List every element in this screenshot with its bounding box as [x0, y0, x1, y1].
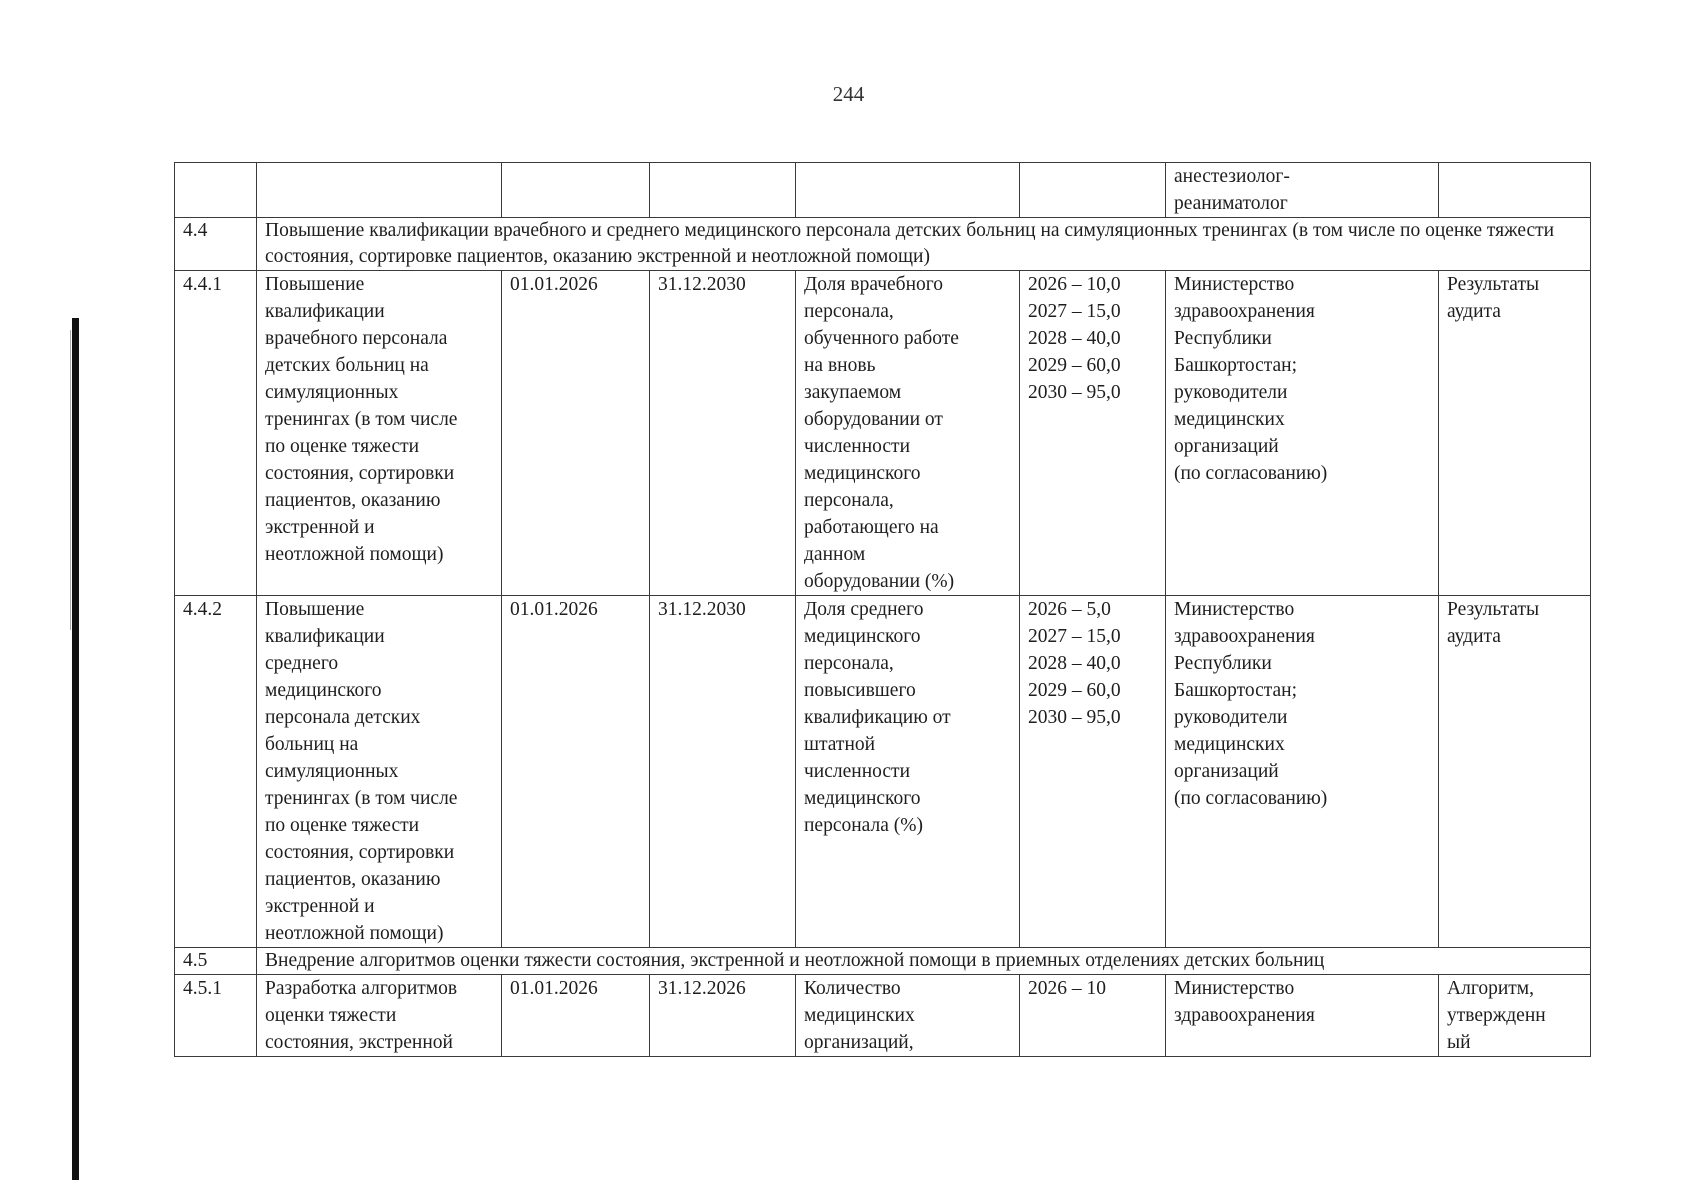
section-title: Повышение квалификации врачебного и среднего медицинского персонала детских больниц на симуляционных тренингах (в том числе по оценке тяжести состояния, сортировке пациентов, оказанию экстренной и неотложной помощи) — [257, 218, 1591, 271]
cell-empty — [1020, 163, 1166, 218]
cell-start-date: 01.01.2026 — [502, 596, 650, 948]
cell-activity-name: Повышение квалификации среднего медицинского персонала детских больниц на симуляционных тренингах (в том числе по оценке тяжести состояния, сортировки пациентов, оказанию экстренной и неотложной помощи) — [257, 596, 502, 948]
table-row — [175, 975, 1591, 1057]
scan-artifact-line — [70, 330, 71, 630]
row-number: 4.5.1 — [175, 975, 257, 1057]
row-number: 4.4.2 — [175, 596, 257, 948]
cell-indicator: Количество медицинских организаций, — [796, 975, 1020, 1057]
cell-indicator: Доля врачебного персонала, обученного работе на вновь закупаемом оборудовании от численности медицинского персонала, работающего на данном оборудовании (%) — [796, 271, 1020, 596]
cell-empty — [650, 163, 796, 218]
table-row-continuation — [175, 163, 1591, 218]
cell-empty — [175, 163, 257, 218]
cell-responsible: Министерство здравоохранения — [1166, 975, 1439, 1057]
cell-empty — [257, 163, 502, 218]
cell-indicator: Доля среднего медицинского персонала, повысившего квалификацию от штатной численности медицинского персонала (%) — [796, 596, 1020, 948]
cell-activity-name: Повышение квалификации врачебного персонала детских больниц на симуляционных тренингах (в том числе по оценке тяжести состояния, сортировки пациентов, оказанию экстренной и неотложной помощи) — [257, 271, 502, 596]
activities-table — [174, 162, 1591, 1057]
cell-result: Результаты аудита — [1439, 271, 1591, 596]
section-title: Внедрение алгоритмов оценки тяжести состояния, экстренной и неотложной помощи в приемных отделениях детских больниц — [257, 948, 1591, 975]
cell-empty — [502, 163, 650, 218]
cell-result: Результаты аудита — [1439, 596, 1591, 948]
cell-end-date: 31.12.2030 — [650, 596, 796, 948]
cell-end-date: 31.12.2030 — [650, 271, 796, 596]
section-number: 4.5 — [175, 948, 257, 975]
cell-responsible: анестезиолог- реаниматолог — [1166, 163, 1439, 218]
section-row-4-4 — [175, 218, 1591, 271]
cell-empty — [796, 163, 1020, 218]
cell-end-date: 31.12.2026 — [650, 975, 796, 1057]
cell-target-values: 2026 – 10 — [1020, 975, 1166, 1057]
cell-target-values: 2026 – 10,0 2027 – 15,0 2028 – 40,0 2029 – 60,0 2030 – 95,0 — [1020, 271, 1166, 596]
cell-activity-name: Разработка алгоритмов оценки тяжести состояния, экстренной — [257, 975, 502, 1057]
cell-start-date: 01.01.2026 — [502, 271, 650, 596]
section-number: 4.4 — [175, 218, 257, 271]
cell-result: Алгоритм, утвержденн ый — [1439, 975, 1591, 1057]
table-row — [175, 271, 1591, 596]
scan-artifact-bar — [72, 318, 79, 1180]
cell-empty — [1439, 163, 1591, 218]
row-number: 4.4.1 — [175, 271, 257, 596]
table-row — [175, 596, 1591, 948]
cell-target-values: 2026 – 5,0 2027 – 15,0 2028 – 40,0 2029 – 60,0 2030 – 95,0 — [1020, 596, 1166, 948]
cell-start-date: 01.01.2026 — [502, 975, 650, 1057]
section-row-4-5 — [175, 948, 1591, 975]
cell-responsible: Министерство здравоохранения Республики Башкортостан; руководители медицинских организаций (по согласованию) — [1166, 596, 1439, 948]
page-number: 244 — [832, 82, 865, 106]
cell-responsible: Министерство здравоохранения Республики Башкортостан; руководители медицинских организаций (по согласованию) — [1166, 271, 1439, 596]
